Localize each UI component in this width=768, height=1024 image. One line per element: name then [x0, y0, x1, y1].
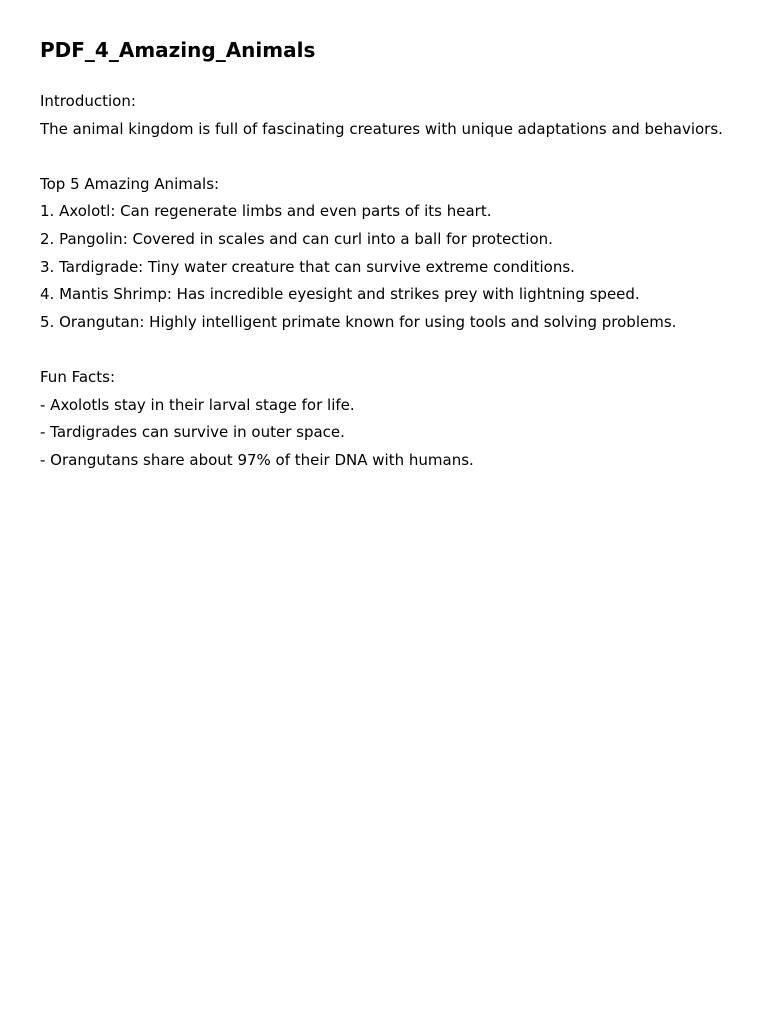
list-item: - Axolotls stay in their larval stage for life. [40, 395, 355, 414]
top-animals-section [40, 171, 727, 337]
fun-facts-section [40, 364, 727, 474]
list-item: - Orangutans share about 97% of their DNA with humans. [40, 450, 474, 469]
document-page [40, 36, 727, 502]
list-item: 5. Orangutan: Highly intelligent primate known for using tools and solving problems. [40, 312, 677, 331]
list-item: 4. Mantis Shrimp: Has incredible eyesight and strikes prey with lightning speed. [40, 285, 640, 304]
list-item: 3. Tardigrade: Tiny water creature that can survive extreme conditions. [40, 257, 575, 276]
list-item: 2. Pangolin: Covered in scales and can curl into a ball for protection. [40, 229, 553, 248]
document-title: PDF_4_Amazing_Animals [40, 38, 316, 62]
fun-facts-heading: Fun Facts: [40, 367, 116, 386]
list-item: 1. Axolotl: Can regenerate limbs and even parts of its heart. [40, 202, 492, 221]
top-animals-heading: Top 5 Amazing Animals: [40, 174, 220, 193]
list-item: - Tardigrades can survive in outer space. [40, 423, 345, 442]
introduction-section [40, 88, 727, 143]
introduction-text: The animal kingdom is full of fascinating creatures with unique adaptations and behaviors. [40, 119, 723, 138]
introduction-heading: Introduction: [40, 92, 136, 110]
